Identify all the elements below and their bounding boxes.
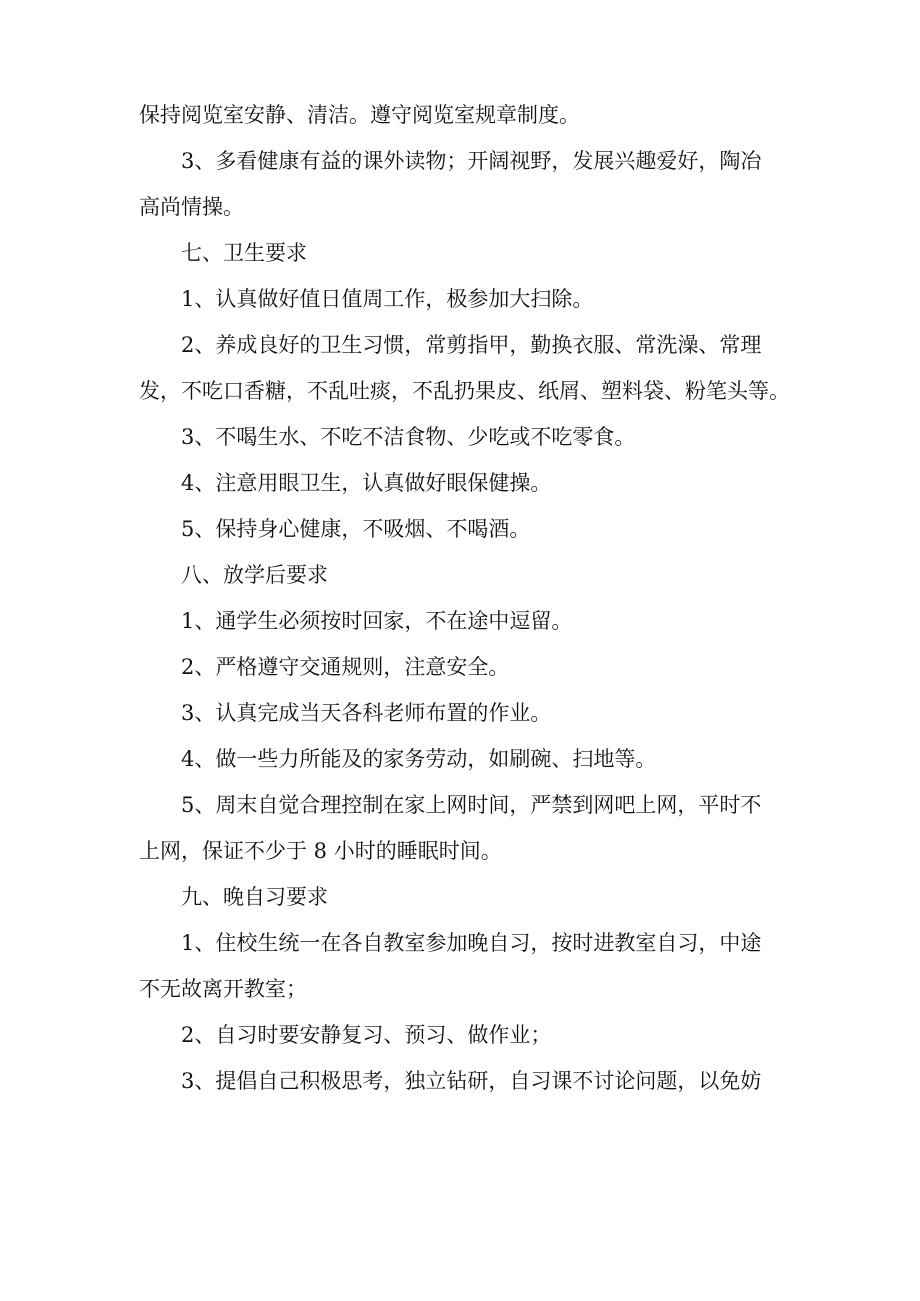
list-item-hygiene-4: 4、注意用眼卫生，认真做好眼保健操。 (181, 471, 552, 495)
list-item-after-school-5-continued: 上网，保证不少于 8 小时的睡眠时间。 (139, 839, 502, 863)
list-item-evening-study-2: 2、自习时要安静复习、预习、做作业； (181, 1023, 552, 1047)
list-item-evening-study-3: 3、提倡自己积极思考，独立钻研，自习课不讨论问题，以免妨 (181, 1069, 762, 1093)
section-heading-hygiene: 七、卫生要求 (181, 241, 307, 265)
list-item-hygiene-1: 1、认真做好值日值周工作，极参加大扫除。 (181, 287, 594, 311)
list-item-hygiene-2-continued: 发，不吃口香糖，不乱吐痰，不乱扔果皮、纸屑、塑料袋、粉笔头等。 (139, 379, 790, 403)
document-body (139, 92, 789, 1104)
list-item-after-school-2: 2、严格遵守交通规则，注意安全。 (181, 655, 510, 679)
list-item-after-school-3: 3、认真完成当天各科老师布置的作业。 (181, 701, 552, 725)
list-item-hygiene-2: 2、养成良好的卫生习惯，常剪指甲，勤换衣服、常洗澡、常理 (181, 333, 762, 357)
list-item-evening-study-1-continued: 不无故离开教室； (139, 977, 307, 1001)
list-item-after-school-4: 4、做一些力所能及的家务劳动，如刷碗、扫地等。 (181, 747, 657, 771)
list-item-reading-3-continued: 高尚情操。 (139, 195, 244, 219)
section-heading-evening-study: 九、晚自习要求 (181, 885, 328, 909)
list-item-hygiene-3: 3、不喝生水、不吃不洁食物、少吃或不吃零食。 (181, 425, 636, 449)
list-item-after-school-1: 1、通学生必须按时回家，不在途中逗留。 (181, 609, 573, 633)
section-heading-after-school: 八、放学后要求 (181, 563, 328, 587)
list-item-hygiene-5: 5、保持身心健康，不吸烟、不喝酒。 (181, 517, 531, 541)
list-item-after-school-5: 5、周末自觉合理控制在家上网时间，严禁到网吧上网，平时不 (181, 793, 762, 817)
text-line-1: 保持阅览室安静、清洁。遵守阅览室规章制度。 (139, 103, 580, 127)
list-item-reading-3: 3、多看健康有益的课外读物；开阔视野，发展兴趣爱好，陶冶 (181, 149, 762, 173)
list-item-evening-study-1: 1、住校生统一在各自教室参加晚自习，按时进教室自习，中途 (181, 931, 762, 955)
